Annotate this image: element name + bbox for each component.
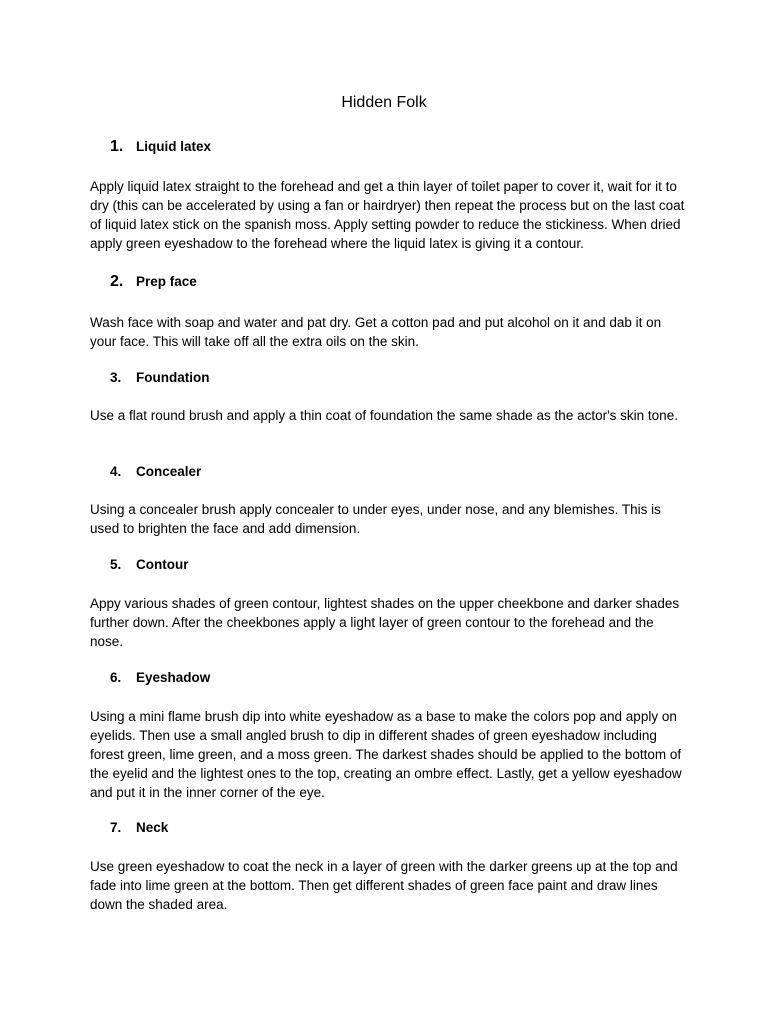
section-heading-neck [110,819,168,837]
section-heading-concealer [110,463,201,481]
section-number: 6. [110,670,122,685]
section-paragraph-liquid-latex: Apply liquid latex straight to the forehead and get a thin layer of toilet paper to cover it, wait for it to dry (this can be accelerated by using a fan or hairdryer) then repeat the process but on the last coat of liquid latex stick on the spanish moss. Apply setting powder to reduce the stickiness. When dried apply green eyeshadow to the forehead where the liquid latex is giving it a contour. [90,179,685,251]
section-heading-contour [110,556,188,574]
section-title: Prep face [136,274,197,289]
section-title: Liquid latex [136,139,212,154]
section-heading-liquid-latex [110,138,211,156]
section-title: Concealer [136,464,202,479]
section-number: 7. [110,820,122,835]
section-paragraph-eyeshadow: Using a mini flame brush dip into white eyeshadow as a base to make the colors pop and apply on eyelids. Then use a small angled brush to dip in different shades of green eyeshadow including forest green, lime green, and a moss green. The darkest shades should be applied to the bottom of the eyelid and the lightest ones to the top, creating an ombre effect. Lastly, get a yellow eyeshadow and put it in the inner corner of the eye. [90,709,682,800]
section-paragraph-prep-face: Wash face with soap and water and pat dry. Get a cotton pad and put alcohol on it and dab it on your face. This will take off all the extra oils on the skin. [90,315,662,349]
section-title: Foundation [136,370,210,385]
section-heading-eyeshadow [110,669,210,687]
section-number: 1. [110,138,124,155]
section-number: 5. [110,557,122,572]
section-paragraph-concealer: Using a concealer brush apply concealer to under eyes, under nose, and any blemishes. This is used to brighten the face and add dimension. [90,502,661,536]
section-heading-foundation [110,369,209,387]
section-paragraph-contour: Appy various shades of green contour, lightest shades on the upper cheekbone and darker shades further down. After the cheekbones apply a light layer of green contour to the forehead and the nose. [90,596,680,649]
section-title: Contour [136,557,189,572]
section-paragraph-neck: Use green eyeshadow to coat the neck in a layer of green with the darker greens up at the top and fade into lime green at the bottom. Then get different shades of green face paint and draw lines down the shaded area. [90,859,678,912]
section-heading-prep-face [110,273,197,291]
section-number: 4. [110,464,122,479]
section-title: Neck [136,820,169,835]
section-title: Eyeshadow [136,670,211,685]
section-number: 2. [110,273,124,290]
section-number: 3. [110,370,122,385]
document-title: Hidden Folk [341,94,427,111]
section-paragraph-foundation: Use a flat round brush and apply a thin coat of foundation the same shade as the actor's skin tone. [90,408,678,423]
